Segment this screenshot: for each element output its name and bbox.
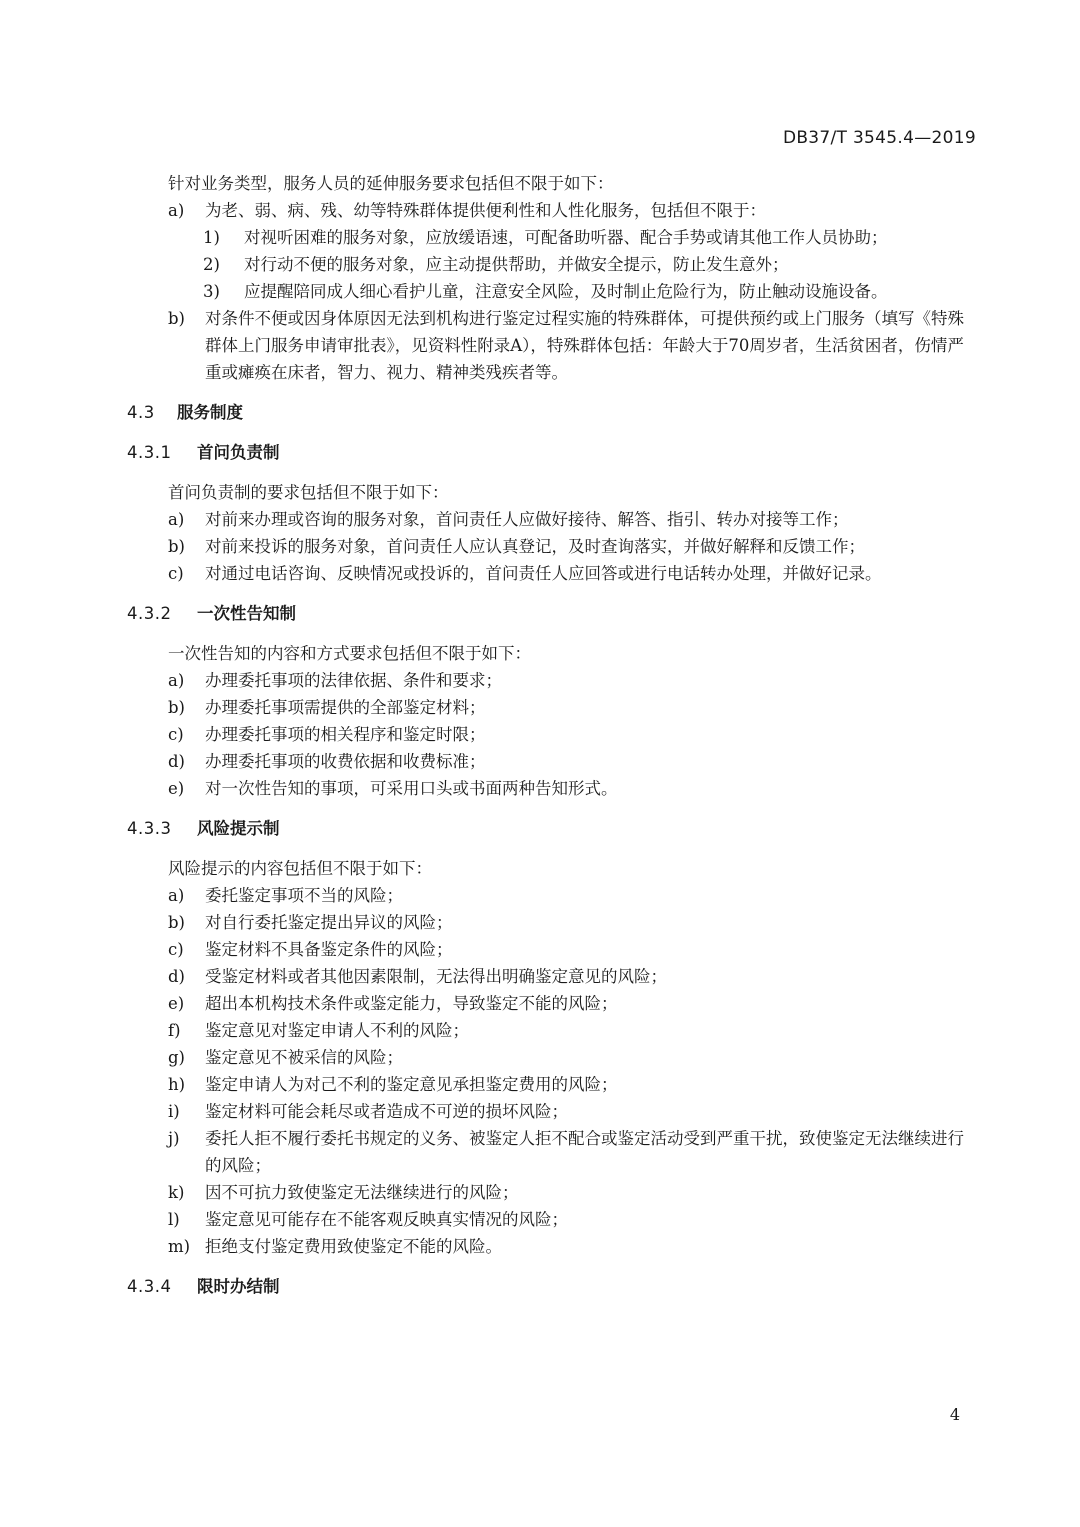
list-item-text: 对前来办理或咨询的服务对象，首问责任人应做好接待、解答、指引、转办对接等工作； [205,510,849,529]
list-item-text: 因不可抗力致使鉴定无法继续进行的风险； [205,1183,519,1202]
section-title: 限时办结制 [197,1277,280,1296]
list-item [127,721,979,748]
list-item-text: 鉴定材料不具备鉴定条件的风险； [205,940,453,959]
list-marker: a) [168,510,185,529]
section-heading-4-3-2 [127,600,979,627]
page-number: 4 [949,1405,960,1424]
section-title: 一次性告知制 [197,604,296,623]
list-item-text: 鉴定意见不被采信的风险； [205,1048,403,1067]
sub-list-item [127,278,979,305]
section-number: 4.3.1 [127,443,172,462]
list-item-text: 对前来投诉的服务对象，首问责任人应认真登记，及时查询落实，并做好解释和反馈工作； [205,537,865,556]
list-marker: e) [168,994,185,1013]
list-marker: h) [168,1075,186,1094]
list-item-text: 鉴定材料可能会耗尽或者造成不可逆的损坏风险； [205,1102,568,1121]
list-item-text: 对条件不便或因身体原因无法到机构进行鉴定过程实施的特殊群体，可提供预约或上门服务（填写《特殊群体上门服务申请审批表》，见资料性附录A），特殊群体包括：年龄大于70周岁者，生活贫困者，伤情严重或瘫痪在床者，智力、视力、精神类残疾者等。 [205,309,964,382]
list-item [127,963,979,990]
page-content [127,170,979,1313]
list-item-text: 对一次性告知的事项，可采用口头或书面两种告知形式。 [205,779,618,798]
list-item-text: 委托鉴定事项不当的风险； [205,886,403,905]
list-marker: b) [168,537,185,556]
sub-list-marker: 2) [203,255,220,274]
section-number: 4.3.4 [127,1277,172,1296]
list-item-text: 拒绝支付鉴定费用致使鉴定不能的风险。 [205,1237,502,1256]
list-marker: b) [168,309,185,328]
list-item [127,1233,979,1260]
section-title: 风险提示制 [197,819,280,838]
list-item-text: 办理委托事项需提供的全部鉴定材料； [205,698,486,717]
list-item [127,305,979,386]
section-title: 首问负责制 [197,443,280,462]
list-item-text: 为老、弱、病、残、幼等特殊群体提供便利性和人性化服务，包括但不限于： [205,201,766,220]
list-item-text: 受鉴定材料或者其他因素限制，无法得出明确鉴定意见的风险； [205,967,667,986]
section-heading-4-3 [127,399,979,426]
section-lead: 风险提示的内容包括但不限于如下： [168,859,432,878]
section-lead: 一次性告知的内容和方式要求包括但不限于如下： [168,644,531,663]
list-item [127,936,979,963]
list-marker: b) [168,913,185,932]
list-marker: d) [168,752,185,771]
list-item-text: 办理委托事项的相关程序和鉴定时限； [205,725,486,744]
list-item [127,775,979,802]
list-item [127,990,979,1017]
section-title: 服务制度 [177,403,243,422]
list-item [127,1125,979,1179]
section-number: 4.3.3 [127,819,172,838]
list-marker: d) [168,967,185,986]
sub-list-item-text: 应提醒陪同成人细心看护儿童，注意安全风险，及时制止危险行为，防止触动设施设备。 [244,282,888,301]
list-marker: e) [168,779,185,798]
list-marker: j) [168,1129,180,1148]
list-marker: c) [168,940,184,959]
list-item [127,506,979,533]
list-marker: k) [168,1183,185,1202]
list-marker: a) [168,201,185,220]
list-item [127,909,979,936]
section-number: 4.3 [127,403,155,422]
list-item [127,1179,979,1206]
intro-section [127,170,979,386]
list-marker: c) [168,725,184,744]
list-item [127,1044,979,1071]
list-item [127,667,979,694]
sub-list-item [127,224,979,251]
list-marker: g) [168,1048,185,1067]
list-item-text: 办理委托事项的收费依据和收费标准； [205,752,486,771]
list-marker: a) [168,886,185,905]
list-item [127,197,979,224]
document-code: DB37/T 3545.4—2019 [782,128,976,148]
list-item-text: 超出本机构技术条件或鉴定能力，导致鉴定不能的风险； [205,994,618,1013]
list-item-text: 委托人拒不履行委托书规定的义务、被鉴定人拒不配合或鉴定活动受到严重干扰，致使鉴定无法继续进行的风险； [205,1129,964,1175]
list-item [127,1098,979,1125]
sub-list-item-text: 对视听困难的服务对象，应放缓语速，可配备助听器、配合手势或请其他工作人员协助； [244,228,888,247]
list-marker: i) [168,1102,180,1121]
list-item [127,882,979,909]
sub-list-marker: 1) [203,228,220,247]
list-item [127,1206,979,1233]
list-item-text: 鉴定意见对鉴定申请人不利的风险； [205,1021,469,1040]
list-marker: c) [168,564,184,583]
sub-list-marker: 3) [203,282,220,301]
sub-list-item [127,251,979,278]
list-marker: b) [168,698,185,717]
intro-lead: 针对业务类型，服务人员的延伸服务要求包括但不限于如下： [168,174,614,193]
list-item [127,1017,979,1044]
sub-list-item-text: 对行动不便的服务对象，应主动提供帮助，并做安全提示，防止发生意外； [244,255,789,274]
list-item [127,533,979,560]
list-item-text: 对通过电话咨询、反映情况或投诉的，首问责任人应回答或进行电话转办处理，并做好记录。 [205,564,882,583]
list-item-text: 鉴定意见可能存在不能客观反映真实情况的风险； [205,1210,568,1229]
list-item [127,748,979,775]
list-item [127,694,979,721]
list-item-text: 鉴定申请人为对己不利的鉴定意见承担鉴定费用的风险； [205,1075,618,1094]
list-item-text: 办理委托事项的法律依据、条件和要求； [205,671,502,690]
list-marker: m) [168,1237,191,1256]
list-item-text: 对自行委托鉴定提出异议的风险； [205,913,453,932]
list-marker: l) [168,1210,180,1229]
section-heading-4-3-1 [127,439,979,466]
section-heading-4-3-3 [127,815,979,842]
list-item [127,560,979,587]
list-item [127,1071,979,1098]
section-number: 4.3.2 [127,604,172,623]
section-lead: 首问负责制的要求包括但不限于如下： [168,483,449,502]
list-marker: a) [168,671,185,690]
section-heading-4-3-4 [127,1273,979,1300]
list-marker: f) [168,1021,181,1040]
